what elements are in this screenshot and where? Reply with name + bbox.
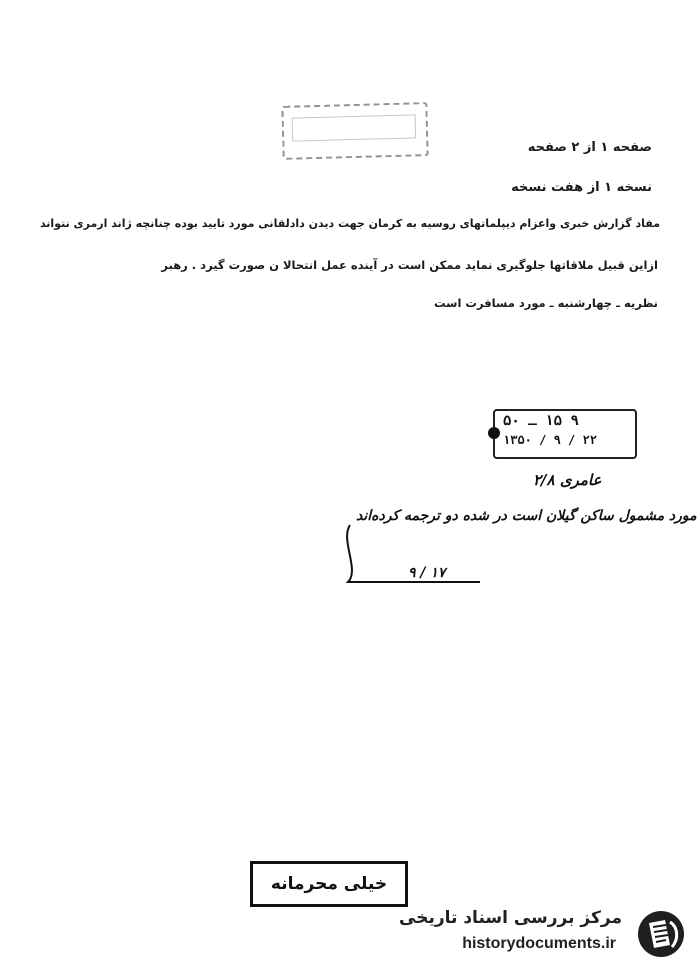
registration-stamp: [493, 409, 637, 459]
watermark-title: مرکز بررسی اسناد تاریخی: [399, 908, 622, 928]
handwritten-initials: عامری ۲/۸: [533, 471, 602, 489]
classification-stamp: خیلی محرمانه: [250, 861, 408, 907]
handwritten-note: مورد مشمول ساکن گیلان است در شده دو ترجمه کرده‌اند: [356, 508, 697, 524]
registration-number: ۹ ۱۵ ـ ۵۰: [503, 413, 579, 429]
faded-stamp-inner-box: [292, 114, 417, 141]
document-center-logo-icon: [636, 909, 686, 959]
registration-date: ۲۲ / ۹ / ۱۳۵۰: [503, 433, 597, 447]
body-line-2: ازاین قبیل ملاقاتها جلوگیری نماید ممکن است در آینده عمل انتحالا ن صورت گیرد . رهبر: [161, 258, 658, 272]
body-line-1: مفاد گزارش خبری واعزام دیپلماتهای روسیه به کرمان جهت دیدن دادلقانی مورد تایید بوده چنانچه ژاند ارمری نتواند: [39, 217, 660, 230]
stamp-dot: [488, 427, 500, 439]
pages-line: صفحه ۱ از ۲ صفحه: [527, 140, 652, 155]
faded-stamp: [281, 102, 428, 160]
handwritten-number: ۱۷ / ۹: [408, 565, 446, 581]
watermark-url: historydocuments.ir: [462, 935, 616, 952]
body-line-3: نظریه ـ چهارشنبه ـ مورد مسافرت است: [434, 296, 658, 310]
copies-line: نسخه ۱ از هفت نسخه: [511, 180, 652, 195]
